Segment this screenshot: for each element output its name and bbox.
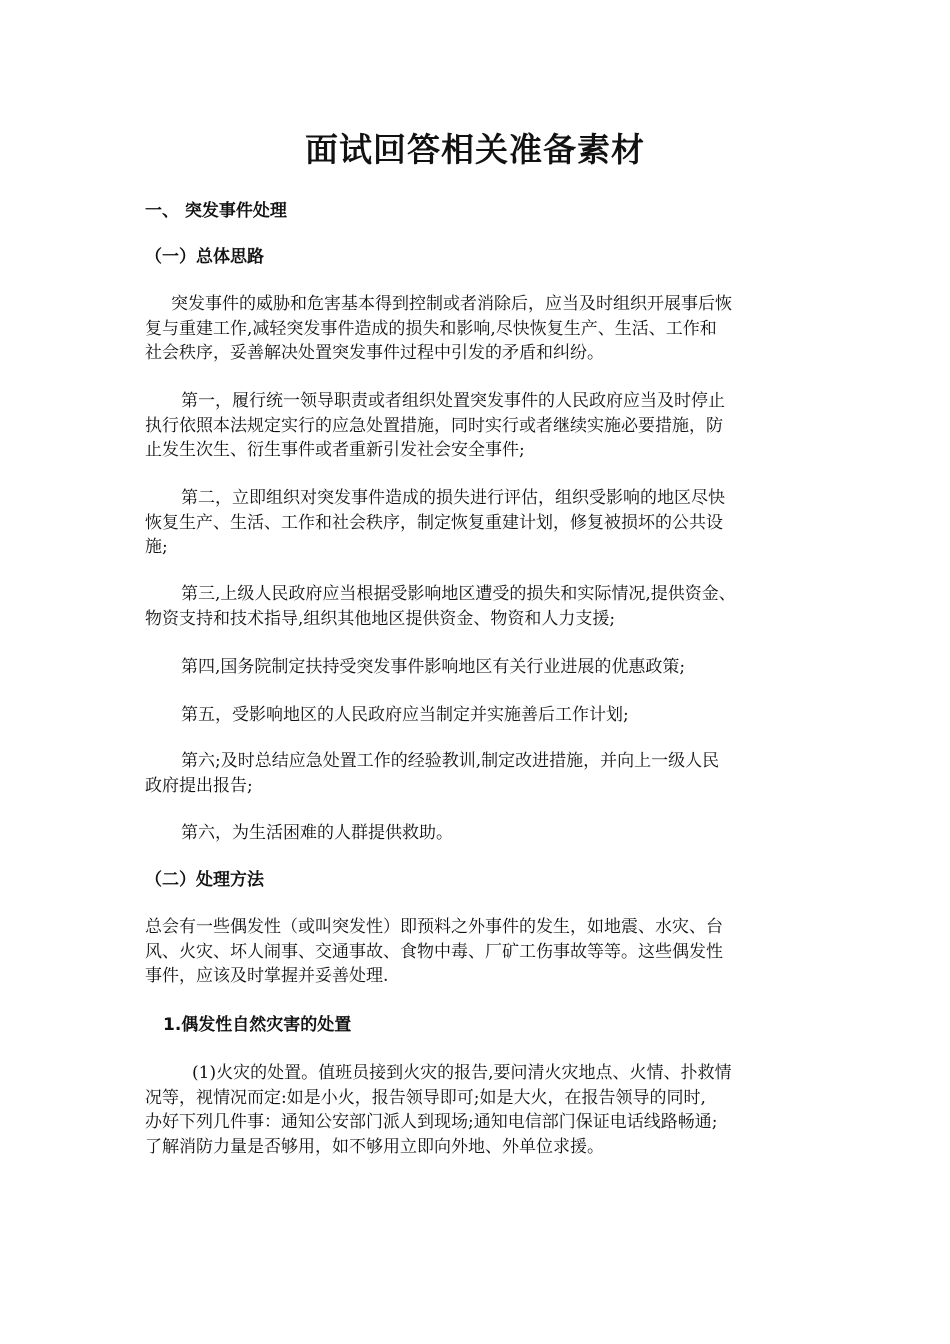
section-heading-1: 一、 突发事件处理 [145, 201, 287, 221]
paragraph-line: 第五，受影响地区的人民政府应当制定并实施善后工作计划; [181, 705, 629, 725]
paragraph-line: 止发生次生、衍生事件或者重新引发社会安全事件; [145, 440, 525, 460]
paragraph-line: 第六，为生活困难的人群提供救助。 [181, 823, 453, 843]
paragraph-line: 总会有一些偶发性（或叫突发性）即预料之外事件的发生，如地震、水灾、台 [145, 917, 723, 937]
paragraph-intro [145, 292, 813, 366]
paragraph-methods [145, 915, 813, 989]
paragraph-line: 第六;及时总结应急处置工作的经验教训,制定改进措施，并向上一级人民 [181, 751, 720, 771]
paragraph-line: 突发事件的威胁和危害基本得到控制或者消除后，应当及时组织开展事后恢 [171, 294, 732, 314]
paragraph-line: 社会秩序，妥善解决处置突发事件过程中引发的矛盾和纠纷。 [145, 343, 604, 363]
paragraph-line: 施; [145, 537, 168, 557]
subsection-heading-overall-approach: （一）总体思路 [145, 247, 264, 267]
paragraph-line: 物资支持和技术指导,组织其他地区提供资金、物资和人力支援; [145, 608, 616, 629]
paragraph-second [145, 486, 813, 560]
subsubsection-heading-natural-disasters: 1.偶发性自然灾害的处置 [163, 1015, 352, 1035]
paragraph-line: 第三,上级人民政府应当根据受影响地区遭受的损失和实际情况,提供资金、 [181, 584, 736, 604]
paragraph-sixth-b [145, 821, 813, 846]
paragraph-line: 况等，视情况而定:如是小火，报告领导即可;如是大火，在报告领导的同时, [145, 1087, 706, 1108]
paragraph-fourth [145, 655, 813, 680]
paragraph-line: 事件，应该及时掌握并妥善处理. [145, 966, 389, 986]
paragraph-first [145, 389, 813, 463]
paragraph-line: 了解消防力量是否够用，如不够用立即向外地、外单位求援。 [145, 1136, 604, 1157]
paragraph-line: 风、火灾、坏人闹事、交通事故、食物中毒、厂矿工伤事故等等。这些偶发性 [145, 941, 723, 962]
document-title: 面试回答相关准备素材 [305, 130, 645, 169]
paragraph-line: (1)火灾的处置。值班员接到火灾的报告,要问清火灾地点、火情、扑救情 [192, 1063, 732, 1083]
paragraph-fifth [145, 703, 813, 728]
paragraph-sixth-a [145, 749, 813, 798]
paragraph-line: 第二，立即组织对突发事件造成的损失进行评估，组织受影响的地区尽快 [181, 488, 725, 508]
paragraph-line: 第四,国务院制定扶持受突发事件影响地区有关行业进展的优惠政策; [181, 657, 686, 677]
paragraph-line: 恢复生产、生活、工作和社会秩序，制定恢复重建计划，修复被损坏的公共设 [145, 512, 723, 533]
paragraph-line: 第一，履行统一领导职责或者组织处置突发事件的人民政府应当及时停止 [181, 391, 725, 411]
paragraph-line: 复与重建工作,减轻突发事件造成的损失和影响,尽快恢复生产、生活、工作和 [145, 318, 717, 339]
paragraph-third [145, 582, 813, 631]
paragraph-fire [145, 1061, 813, 1159]
paragraph-line: 政府提出报告; [145, 775, 253, 796]
paragraph-line: 执行依照本法规定实行的应急处置措施，同时实行或者继续实施必要措施，防 [145, 415, 723, 436]
paragraph-line: 办好下列几件事：通知公安部门派人到现场;通知电信部门保证电话线路畅通; [145, 1112, 718, 1132]
subsection-heading-methods: （二）处理方法 [145, 870, 264, 890]
